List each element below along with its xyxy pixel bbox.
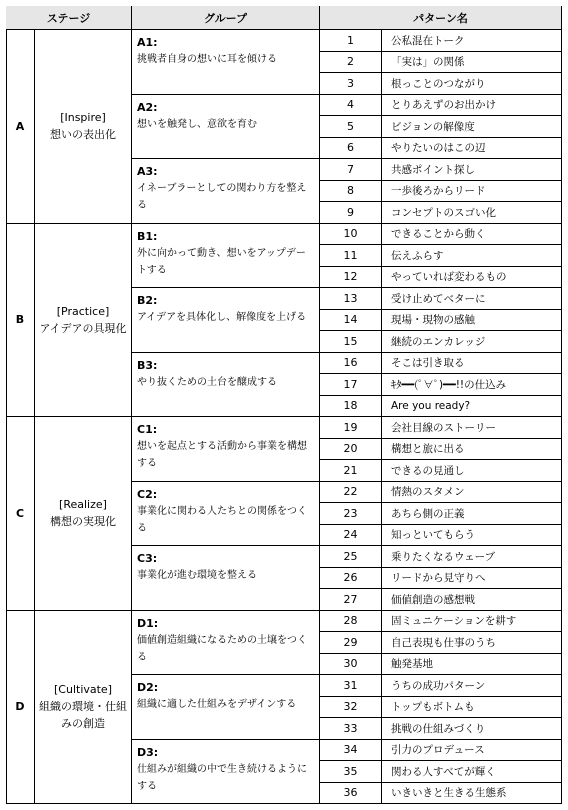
pattern-name: 自己表現も仕事のうち <box>391 636 496 649</box>
pattern-name-cell <box>382 374 562 396</box>
pattern-name: 受け止めてベターに <box>391 292 486 305</box>
pattern-number-cell <box>320 73 382 95</box>
pattern-number-cell <box>320 159 382 181</box>
pattern-number-cell <box>320 460 382 482</box>
stage-name-en: [Realize] <box>59 498 107 512</box>
pattern-number: 36 <box>343 786 358 800</box>
pattern-name: 価値創造の感想戦 <box>391 593 475 606</box>
pattern-number-cell <box>320 632 382 654</box>
pattern-number: 11 <box>343 248 358 262</box>
group-cell <box>132 353 320 418</box>
header-group <box>132 6 320 30</box>
pattern-name-cell <box>382 95 562 117</box>
pattern-name-cell <box>382 181 562 203</box>
pattern-name-cell <box>382 525 562 547</box>
pattern-name-cell <box>382 632 562 654</box>
stage-name-cell <box>35 611 132 805</box>
group-id: C1: <box>137 423 158 436</box>
header-stage <box>6 6 132 30</box>
stage-key-cell <box>6 611 35 805</box>
stage-name-jp: アイデアの具現化 <box>39 321 127 335</box>
pattern-name: トップもボトムも <box>391 701 475 714</box>
pattern-number: 29 <box>343 635 358 649</box>
group-id: D1: <box>137 616 159 630</box>
pattern-name: 触発基地 <box>391 658 433 671</box>
pattern-name: 伝えふらす <box>391 249 444 262</box>
pattern-number-cell <box>320 761 382 783</box>
pattern-number: 34 <box>343 743 358 757</box>
pattern-number: 13 <box>343 291 358 305</box>
stage-name-cell <box>35 224 132 418</box>
pattern-name: ｷﾀ━━(ﾟ∀ﾟ)━━!!の仕込み <box>391 378 507 391</box>
pattern-number: 30 <box>343 657 358 671</box>
pattern-name: 共感ポイント探し <box>391 163 475 176</box>
pattern-number-cell <box>320 374 382 396</box>
group-description: 挑戦者自身の想いに耳を傾ける <box>137 54 277 65</box>
pattern-name-cell <box>382 654 562 676</box>
pattern-name-cell <box>382 310 562 332</box>
pattern-number-cell <box>320 353 382 375</box>
pattern-number-cell <box>320 116 382 138</box>
group-id: C3: <box>137 552 158 565</box>
stage-name-cell <box>35 30 132 224</box>
pattern-number: 12 <box>343 270 358 284</box>
pattern-number-cell <box>320 417 382 439</box>
pattern-name: 知っといてもらう <box>391 529 475 542</box>
pattern-number: 28 <box>343 614 358 628</box>
pattern-number-cell <box>320 30 382 52</box>
pattern-name-cell <box>382 353 562 375</box>
group-cell <box>132 611 320 676</box>
pattern-number: 33 <box>343 721 358 735</box>
pattern-number-cell <box>320 439 382 461</box>
pattern-name-cell <box>382 331 562 353</box>
pattern-number-cell <box>320 224 382 246</box>
pattern-name-cell <box>382 116 562 138</box>
stage-name-cell <box>35 417 132 611</box>
pattern-name: Are you ready? <box>391 399 471 412</box>
stage-key-cell <box>6 30 35 224</box>
pattern-name-cell <box>382 202 562 224</box>
group-id: A3: <box>137 165 158 178</box>
group-description: 仕組みが組織の中で生き続けるようにする <box>137 763 307 792</box>
stage-key-cell <box>6 224 35 418</box>
pattern-number: 14 <box>343 313 358 327</box>
pattern-number: 20 <box>343 442 358 456</box>
pattern-number-cell <box>320 331 382 353</box>
pattern-name: ビジョンの解像度 <box>391 120 475 133</box>
pattern-number: 10 <box>343 227 358 241</box>
stage-name-jp: 組織の環境・仕組みの創造 <box>39 700 127 731</box>
group-description: 価値創造組織になるための土壌をつくる <box>137 634 307 663</box>
pattern-name-cell <box>382 159 562 181</box>
pattern-number-cell <box>320 482 382 504</box>
pattern-name-cell <box>382 288 562 310</box>
stage-key: D <box>15 700 25 714</box>
pattern-number: 17 <box>343 377 358 391</box>
pattern-number: 24 <box>343 528 358 542</box>
pattern-number: 23 <box>343 506 358 520</box>
stage-name-jp: 想いの表出化 <box>50 128 116 142</box>
pattern-number-cell <box>320 546 382 568</box>
group-description: イネーブラーとしての関わり方を整える <box>137 183 307 211</box>
pattern-number-cell <box>320 783 382 805</box>
pattern-name-cell <box>382 783 562 805</box>
group-description: 事業化が進む環境を整える <box>137 570 257 581</box>
pattern-name: できるの見通し <box>391 464 465 477</box>
group-description: 想いを触発し、意欲を育む <box>137 118 257 130</box>
pattern-name-cell <box>382 718 562 740</box>
pattern-name: 構想と旅に出る <box>391 443 465 456</box>
pattern-number: 16 <box>343 356 358 370</box>
pattern-number: 26 <box>343 571 358 585</box>
pattern-number: 9 <box>347 205 354 219</box>
pattern-name-cell <box>382 503 562 525</box>
pattern-number: 19 <box>343 420 358 434</box>
pattern-number-cell <box>320 138 382 160</box>
pattern-name-cell <box>382 740 562 762</box>
group-description: アイデアを具体化し、解像度を上げる <box>137 312 307 323</box>
pattern-number-cell <box>320 52 382 74</box>
pattern-name: リードから見守りへ <box>391 572 486 585</box>
pattern-number: 8 <box>347 184 354 198</box>
pattern-number: 15 <box>343 334 358 348</box>
pattern-number: 4 <box>347 98 354 112</box>
group-cell <box>132 224 320 289</box>
group-description: 外に向かって動き、想いをアップデートする <box>137 247 306 276</box>
pattern-number: 5 <box>347 119 354 133</box>
pattern-name: 引力のプロデュース <box>391 744 485 757</box>
pattern-name: 情熱のスタメン <box>391 486 465 499</box>
pattern-number-cell <box>320 675 382 697</box>
stage-key: A <box>15 119 25 133</box>
pattern-number-cell <box>320 654 382 676</box>
pattern-name: できることから動く <box>391 228 486 241</box>
pattern-number-cell <box>320 245 382 267</box>
pattern-name: 公私混在トーク <box>391 34 465 47</box>
pattern-number: 18 <box>343 399 358 413</box>
pattern-number-cell <box>320 525 382 547</box>
pattern-name-cell <box>382 245 562 267</box>
pattern-name: 乗りたくなるウェーブ <box>391 550 496 563</box>
group-id: A1: <box>137 36 158 49</box>
pattern-name: 継続のエンカレッジ <box>391 335 486 348</box>
group-cell <box>132 95 320 160</box>
pattern-name-cell <box>382 482 562 504</box>
pattern-number: 25 <box>343 549 358 563</box>
group-cell <box>132 740 320 805</box>
pattern-name: とりあえずのお出かけ <box>391 99 496 112</box>
header-pattern <box>320 6 562 30</box>
pattern-number-cell <box>320 589 382 611</box>
header-pattern-label: パターン名 <box>413 11 468 25</box>
pattern-name-cell <box>382 417 562 439</box>
pattern-number-cell <box>320 202 382 224</box>
pattern-number-cell <box>320 740 382 762</box>
group-cell <box>132 675 320 740</box>
pattern-name-cell <box>382 138 562 160</box>
pattern-name: 現場・現物の感触 <box>391 314 475 327</box>
pattern-table <box>6 6 562 804</box>
pattern-number-cell <box>320 718 382 740</box>
pattern-name-cell <box>382 675 562 697</box>
pattern-name: うちの成功パターン <box>391 679 486 692</box>
pattern-number: 3 <box>347 76 354 90</box>
pattern-name-cell <box>382 568 562 590</box>
group-cell <box>132 546 320 611</box>
pattern-name-cell <box>382 73 562 95</box>
pattern-number-cell <box>320 95 382 117</box>
pattern-name: 挑戦の仕組みづくり <box>391 722 486 735</box>
group-cell <box>132 482 320 547</box>
pattern-name: 一歩後ろからリード <box>391 185 486 198</box>
pattern-number-cell <box>320 697 382 719</box>
pattern-name-cell <box>382 30 562 52</box>
pattern-name: コンセプトのスゴい化 <box>391 206 496 219</box>
pattern-name-cell <box>382 611 562 633</box>
group-id: B3: <box>137 358 158 372</box>
stage-name-jp: 構想の実現化 <box>50 515 116 529</box>
group-cell <box>132 159 320 224</box>
group-cell <box>132 30 320 95</box>
pattern-name-cell <box>382 439 562 461</box>
pattern-name-cell <box>382 267 562 289</box>
pattern-name: 「実は」の関係 <box>391 56 465 69</box>
pattern-name: 関わる人すべてが輝く <box>391 765 496 778</box>
pattern-number-cell <box>320 611 382 633</box>
pattern-name: あちら側の正義 <box>391 507 465 520</box>
pattern-number: 35 <box>343 764 358 778</box>
pattern-number: 27 <box>343 592 358 606</box>
group-id: A2: <box>137 100 158 114</box>
pattern-name: 固ミュニケーションを耕す <box>391 615 517 628</box>
stage-key: B <box>15 313 25 327</box>
pattern-number: 31 <box>343 678 358 692</box>
group-description: 想いを起点とする活動から事業を構想する <box>137 441 307 469</box>
stage-name-en: [Practice] <box>56 304 110 318</box>
group-id: C2: <box>137 487 158 501</box>
pattern-name-cell <box>382 589 562 611</box>
pattern-number-cell <box>320 310 382 332</box>
pattern-name: いきいきと生きる生態系 <box>391 787 507 800</box>
pattern-number: 32 <box>343 700 358 714</box>
group-id: D2: <box>137 681 159 694</box>
stage-name-en: [Cultivate] <box>54 683 112 697</box>
group-description: 組織に適した仕組みをデザインする <box>137 699 297 710</box>
group-id: B1: <box>137 229 158 243</box>
pattern-name: やっていれば変わるもの <box>391 271 507 284</box>
pattern-name-cell <box>382 396 562 418</box>
group-cell <box>132 288 320 353</box>
pattern-number: 6 <box>347 141 354 155</box>
group-description: やり抜くための土台を醸成する <box>137 376 277 388</box>
pattern-name-cell <box>382 697 562 719</box>
pattern-number-cell <box>320 503 382 525</box>
group-id: D3: <box>137 745 159 759</box>
pattern-name-cell <box>382 460 562 482</box>
group-description: 事業化に関わる人たちとの関係をつくる <box>137 505 307 534</box>
pattern-name-cell <box>382 761 562 783</box>
pattern-number-cell <box>320 181 382 203</box>
pattern-number: 22 <box>343 485 358 499</box>
pattern-number-cell <box>320 267 382 289</box>
pattern-name-cell <box>382 224 562 246</box>
pattern-number: 7 <box>347 162 354 176</box>
group-cell <box>132 417 320 482</box>
pattern-name: 根っことのつながり <box>391 77 486 90</box>
pattern-number-cell <box>320 568 382 590</box>
pattern-name: やりたいのはこの辺 <box>391 142 486 155</box>
stage-name-en: [Inspire] <box>60 111 106 125</box>
pattern-name-cell <box>382 546 562 568</box>
header-stage-label: ステージ <box>46 11 91 25</box>
pattern-number: 1 <box>347 33 354 47</box>
pattern-name: そこは引き取る <box>391 357 465 370</box>
stage-key-cell <box>6 417 35 611</box>
pattern-name: 会社目線のストーリー <box>391 421 496 434</box>
pattern-number-cell <box>320 288 382 310</box>
stage-key: C <box>15 506 25 520</box>
group-id: B2: <box>137 294 158 307</box>
pattern-number-cell <box>320 396 382 418</box>
pattern-number: 21 <box>343 463 358 477</box>
header-group-label: グループ <box>203 11 248 25</box>
pattern-name-cell <box>382 52 562 74</box>
pattern-number: 2 <box>347 55 354 69</box>
